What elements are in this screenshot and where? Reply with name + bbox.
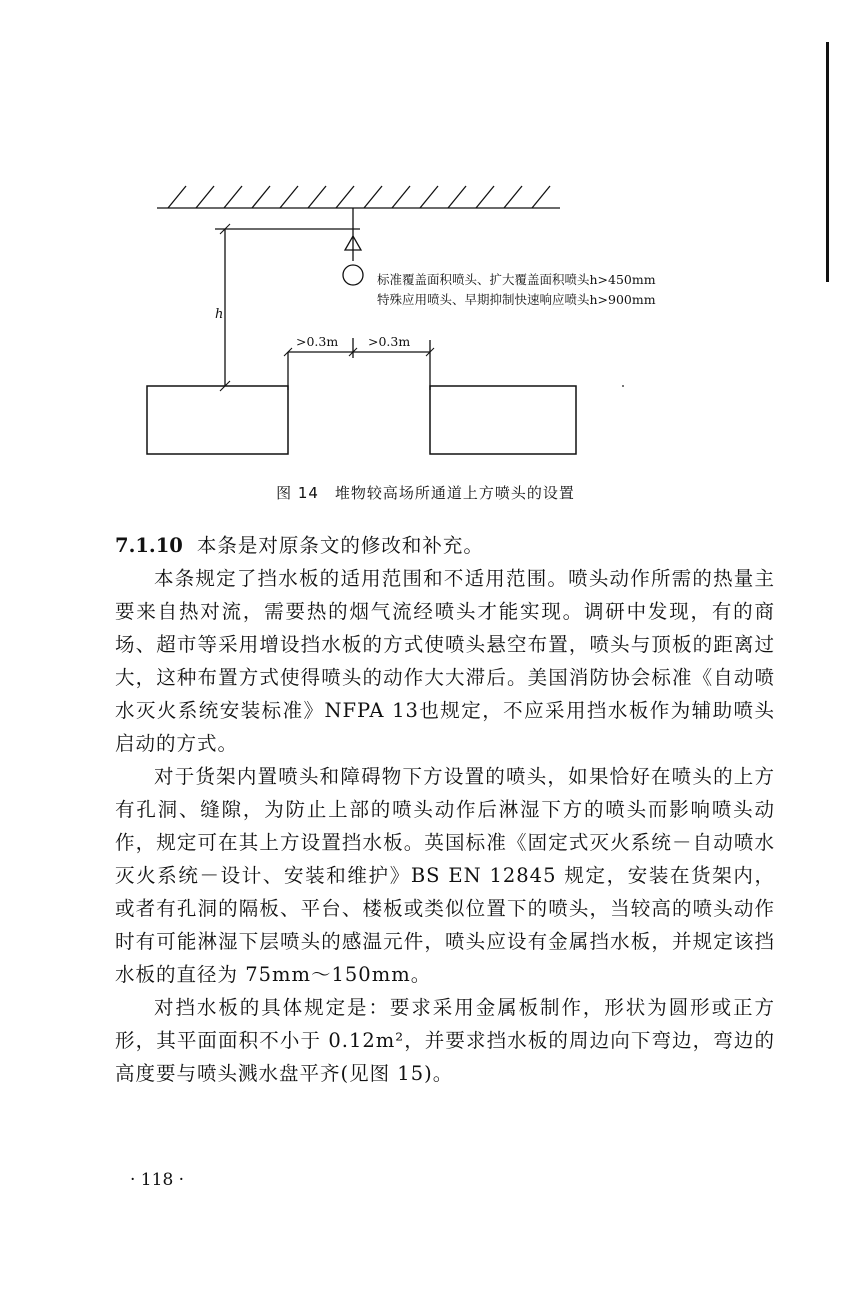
body-text (115, 529, 775, 1090)
ceiling-hatch-mark (196, 186, 214, 208)
paragraph-3: 对挡水板的具体规定是：要求采用金属板制作，形状为圆形或正方形，其平面面积不小于 0.12m²，并要求挡水板的周边向下弯边，弯边的高度要与喷头溅水盘平齐(见图 15)。 (115, 996, 775, 1085)
ceiling-hatch-mark (532, 186, 550, 208)
spacing-label-line-1: 标准覆盖面积喷头、扩大覆盖面积喷头h>450mm (377, 272, 656, 287)
ceiling-hatch-mark (392, 186, 410, 208)
ceiling-hatch-mark (252, 186, 270, 208)
figure-14-diagram (0, 0, 851, 480)
ceiling-hatch-mark (420, 186, 438, 208)
right-storage-pile (430, 386, 576, 454)
figure-caption: 图 14 堆物较高场所通道上方喷头的设置 (276, 484, 575, 502)
clause-number: 7.1.10 (115, 534, 183, 557)
ceiling-hatch-mark (280, 186, 298, 208)
page-number: · 118 · (130, 1170, 185, 1190)
paragraph-1: 本条规定了挡水板的适用范围和不适用范围。喷头动作所需的热量主要来自热对流，需要热的烟气流经喷头才能实现。调研中发现，有的商场、超市等采用增设挡水板的方式使喷头悬空布置，喷头与顶板的距离过大，这种布置方式使得喷头的动作大大滞后。美国消防协会标准《自动喷水灭火系统安装标准》NFPA 13也规定，不应采用挡水板作为辅助喷头启动的方式。 (115, 567, 775, 755)
left-storage-pile (147, 386, 288, 454)
ceiling-hatch (168, 186, 550, 208)
ceiling-hatch-mark (224, 186, 242, 208)
right-gap-label: >0.3m (368, 334, 411, 349)
spacing-label-line-2: 特殊应用喷头、早期抑制快速响应喷头h>900mm (377, 292, 656, 307)
height-label: h (215, 307, 224, 322)
ceiling-hatch-mark (364, 186, 382, 208)
clause-paragraph (115, 529, 775, 562)
ceiling-hatch-mark (308, 186, 326, 208)
ceiling-hatch-mark (448, 186, 466, 208)
sprinkler-head-icon (343, 265, 363, 285)
ceiling-hatch-mark (476, 186, 494, 208)
ceiling-hatch-mark (336, 186, 354, 208)
paragraph-2: 对于货架内置喷头和障碍物下方设置的喷头，如果恰好在喷头的上方有孔洞、缝隙，为防止上部的喷头动作后淋湿下方的喷头而影响喷头动作，规定可在其上方设置挡水板。英国标准《固定式灭火系统－自动喷水灭火系统－设计、安装和维护》BS EN 12845 规定，安装在货架内，或者有孔洞的隔板、平台、楼板或类似位置下的喷头，当较高的喷头动作时有可能淋湿下层喷头的感温元件，喷头应设有金属挡水板，并规定该挡水板的直径为 75mm～150mm。 (115, 765, 775, 986)
ceiling-hatch-mark (168, 186, 186, 208)
ceiling-hatch-mark (504, 186, 522, 208)
clause-intro: 本条是对原条文的修改和补充。 (196, 534, 484, 557)
left-gap-label: >0.3m (296, 334, 339, 349)
